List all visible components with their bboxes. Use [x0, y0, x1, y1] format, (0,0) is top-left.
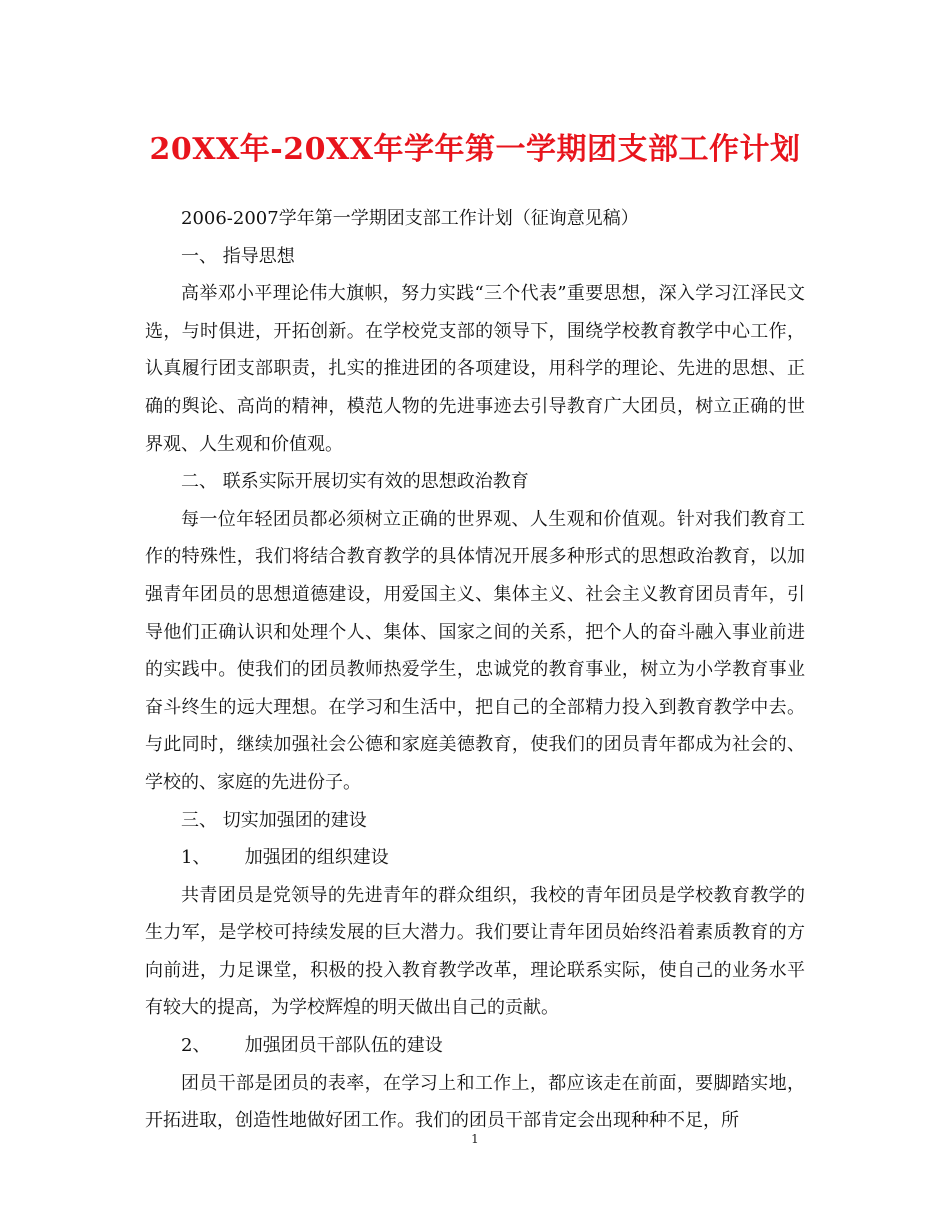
section-heading: 二、 联系实际开展切实有效的思想政治教育 [181, 471, 529, 493]
body-paragraph: 每一位年轻团员都必须树立正确的世界观、人生观和价值观。针对我们教育工作的特殊性，我们将结合教育教学的具体情况开展多种形式的思想政治教育，以加强青年团员的思想道德建设，用爱国主义、集体主义、社会主义教育团员青年，引导他们正确认识和处理个人、集体、国家之间的关系，把个人的奋斗融入事业前进的实践中。使我们的团员教师热爱学生，忠诚党的教育事业，树立为小学教育事业奋斗终生的远大理想。在学习和生活中，把自己的全部精力投入到教育教学中去。与此同时，继续加强社会公德和家庭美德教育，使我们的团员青年都成为社会的、学校的、家庭的先进份子。 [145, 508, 805, 793]
document-body [145, 200, 805, 1140]
subtitle-line: 2006-2007学年第一学期团支部工作计划（征询意见稿） [181, 208, 639, 229]
section-heading: 一、 指导思想 [181, 245, 295, 267]
body-paragraph: 共青团员是党领导的先进青年的群众组织，我校的青年团员是学校教育教学的生力军，是学校可持续发展的巨大潜力。我们要让青年团员始终沿着素质教育的方向前进，力足课堂，积极的投入教育教学改革，理论联系实际，使自己的业务水平有较大的提高，为学校辉煌的明天做出自己的贡献。 [145, 884, 805, 1019]
section-heading: 三、 切实加强团的建设 [181, 809, 367, 831]
body-paragraph: 团员干部是团员的表率，在学习上和工作上，都应该走在前面，要脚踏实地，开拓进取，创造性地做好团工作。我们的团员干部肯定会出现种种不足，所 [145, 1072, 805, 1132]
body-paragraph: 高举邓小平理论伟大旗帜，努力实践“三个代表”重要思想，深入学习江泽民文选，与时俱进，开拓创新。在学校党支部的领导下，围绕学校教育教学中心工作，认真履行团支部职责，扎实的推进团的各项建设，用科学的理论、先进的思想、正确的舆论、高尚的精神，模范人物的先进事迹去引导教育广大团员，树立正确的世界观、人生观和价值观。 [145, 283, 805, 455]
document-title: 20XX年-20XX年学年第一学期团支部工作计划 [149, 132, 801, 167]
subsection-heading: 1、 加强团的组织建设 [181, 847, 389, 869]
subsection-heading: 2、 加强团员干部队伍的建设 [181, 1035, 443, 1057]
page-number: 1 [471, 1132, 479, 1146]
